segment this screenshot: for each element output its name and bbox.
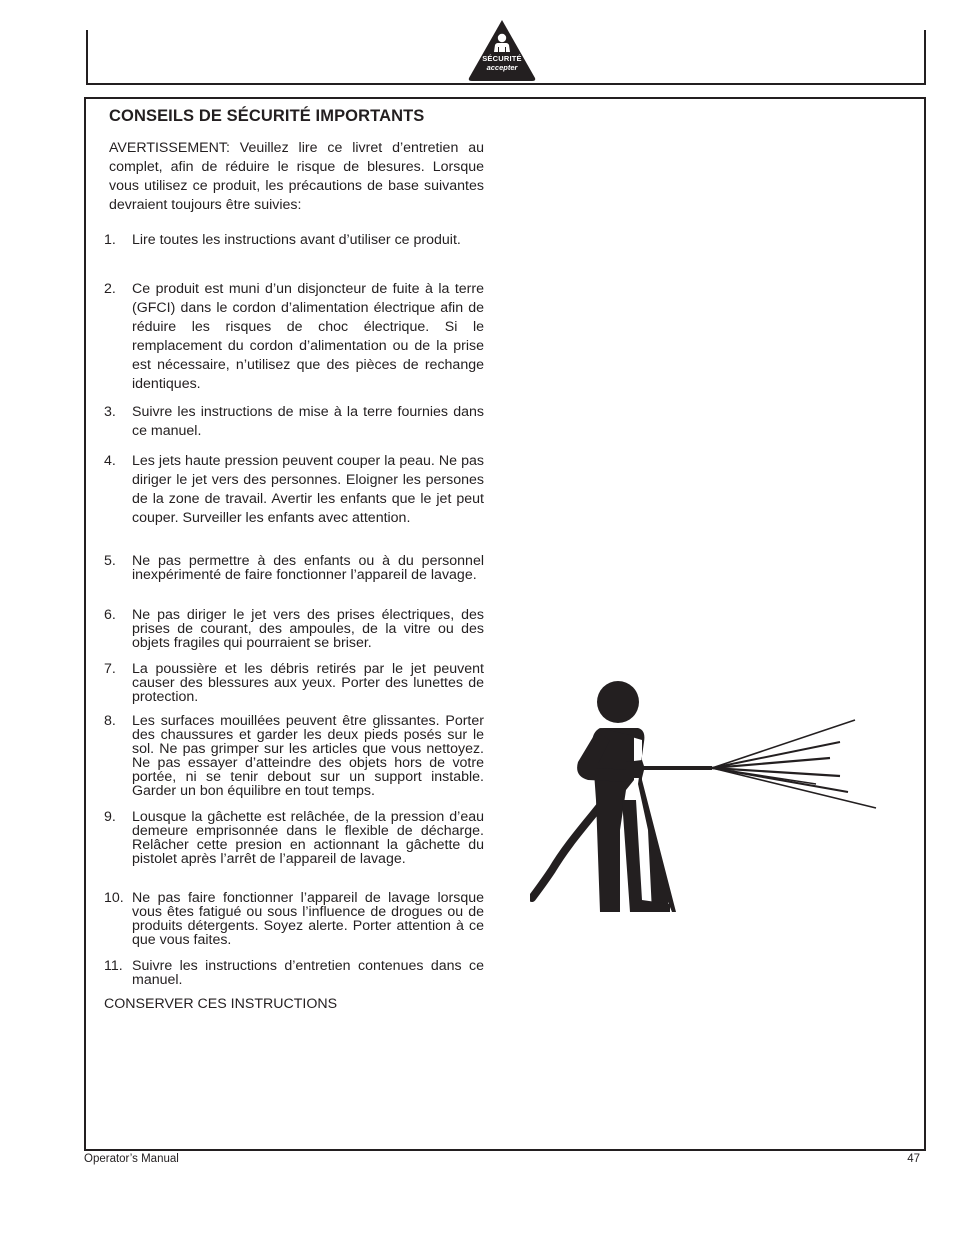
list-item xyxy=(104,810,484,866)
safety-badge xyxy=(467,18,537,82)
list-item-text: Ne pas permettre à des enfants ou à du personnel inexpérimenté de faire fonctionner l’appareil de lavage. xyxy=(132,553,484,583)
list-item-number: 1. xyxy=(104,232,116,248)
badge-label-securite: SÉCURITÉ xyxy=(482,54,522,63)
list-item-number: 8. xyxy=(104,713,116,729)
list-item-number: 6. xyxy=(104,607,116,623)
list-item-number: 5. xyxy=(104,553,116,569)
list-item xyxy=(104,554,484,582)
list-item-text: Suivre les instructions de mise à la terre fournies dans ce manuel. xyxy=(132,404,484,439)
warning-intro: AVERTISSEMENT: Veuillez lire ce livret d’entretien au complet, afin de réduire le risque de blesures. Lorsque vous utilisez ce produit, les précautions de base suivantes devraient toujours être suivies: xyxy=(109,140,484,213)
list-item xyxy=(104,959,484,987)
list-item xyxy=(104,231,484,250)
list-item-number: 7. xyxy=(104,661,116,677)
closing-note: CONSERVER CES INSTRUCTIONS xyxy=(104,996,338,1012)
pressure-washer-operator-illustration xyxy=(530,680,880,916)
footer-manual-title: Operator’s Manual xyxy=(84,1153,179,1165)
list-item-text: La poussière et les débris retirés par le jet peuvent causer des blessures aux yeux. Porter des lunettes de protection. xyxy=(132,661,484,705)
page-title: CONSEILS DE SÉCURITÉ IMPORTANTS xyxy=(109,107,425,125)
list-item-text: Lire toutes les instructions avant d’utiliser ce produit. xyxy=(132,232,461,248)
list-item xyxy=(104,452,484,528)
list-item-number: 10. xyxy=(104,890,124,906)
page-number: 47 xyxy=(907,1153,920,1165)
list-item-text: Lousque la gâchette est relâchée, de la pression d’eau demeure emprisonnée dans le flexible de décharge. Relâcher cette presion en actionnant la gâchette du pistolet après l’arrêt de l’appareil de lavage. xyxy=(132,809,484,867)
list-item-text: Ne pas diriger le jet vers des prises électriques, des prises de courant, des ampoules, de la vitre ou des objets fragiles qui pourraient se briser. xyxy=(132,607,484,651)
list-item xyxy=(104,714,484,798)
warning-triangle-icon xyxy=(467,18,537,82)
list-item-number: 2. xyxy=(104,281,116,297)
list-item xyxy=(104,662,484,704)
list-item-number: 9. xyxy=(104,809,116,825)
list-item xyxy=(104,608,484,650)
list-item-text: Ne pas faire fonctionner l’appareil de lavage lorsque vous êtes fatigué ou sous l’influence de drogues ou de produits détergents. Soyez alerte. Porter attention à ce que vous faites. xyxy=(132,890,484,948)
list-item-number: 4. xyxy=(104,453,116,469)
list-item-text: Ce produit est muni d’un disjoncteur de fuite à la terre (GFCI) dans le cordon d’alimentation électrique afin de réduire les risques de choc électrique. Si le remplacement du cordon d’alimentation ou de la prise est nécessaire, n’utilisez que des pièces de rechange identiques. xyxy=(132,281,484,392)
list-item-number: 3. xyxy=(104,404,116,420)
list-item-text: Les jets haute pression peuvent couper la peau. Ne pas diriger le jet vers des personnes. Eloigner les persones de la zone de travail. Avertir les enfants que le jet peut couper. Surveiller les enfants avec attention. xyxy=(132,453,484,526)
list-item xyxy=(104,891,484,947)
list-item xyxy=(104,403,484,441)
list-item xyxy=(104,280,484,394)
list-item-text: Suivre les instructions d’entretien contenues dans ce manuel. xyxy=(132,958,484,988)
list-item-number: 11. xyxy=(104,958,123,974)
badge-label-accepter: accepter xyxy=(486,63,518,72)
list-item-text: Les surfaces mouillées peuvent être glissantes. Porter des chaussures et garder les deux pieds posés sur le sol. Ne pas grimper sur les articles que vous nettoyez. Ne pas essayer d’atteindre des objets hors de votre portée, ni se tenir debout sur un support instable. Garder un bon équilibre en tout temps. xyxy=(132,713,484,799)
